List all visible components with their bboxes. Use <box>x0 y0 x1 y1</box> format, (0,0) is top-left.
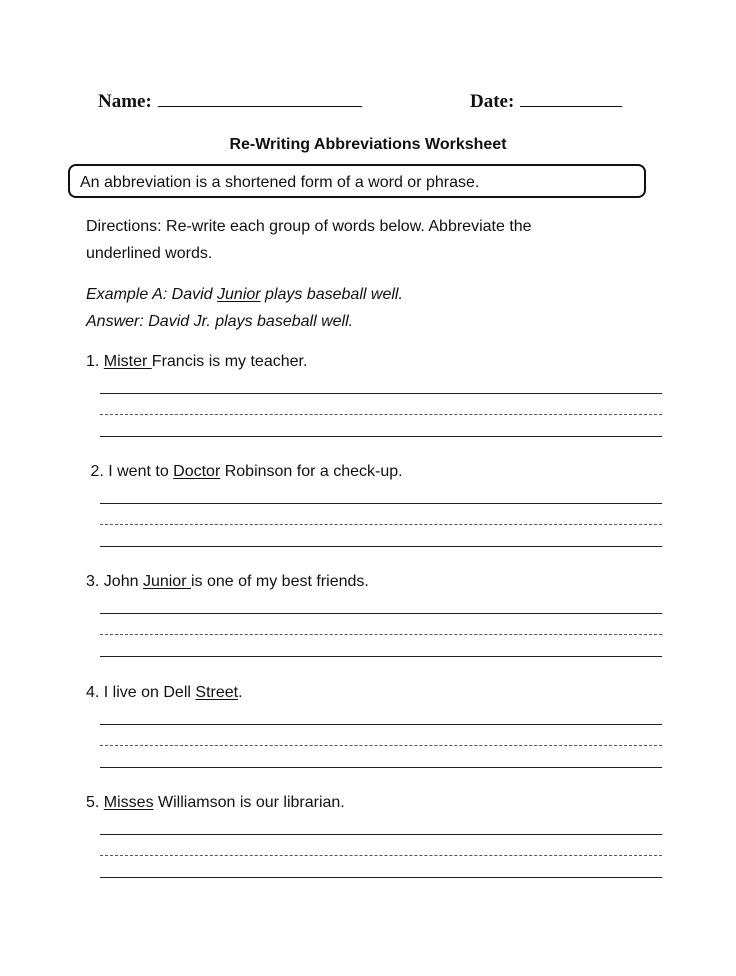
answer-5-middle-line[interactable] <box>100 855 662 856</box>
date-field[interactable] <box>470 88 622 113</box>
question-1 <box>86 348 307 376</box>
name-label: Name: <box>98 91 152 112</box>
example-question-post: plays baseball well. <box>260 286 403 303</box>
answer-2-top-line[interactable] <box>100 503 662 504</box>
question-5-underlined: Misses <box>103 794 154 811</box>
answer-1-top-line[interactable] <box>100 393 662 394</box>
question-3-post: is one of my best friends. <box>190 573 369 590</box>
worksheet-title: Re-Writing Abbreviations Worksheet <box>229 136 507 153</box>
answer-2-bottom-line[interactable] <box>100 546 662 547</box>
answer-3-middle-line[interactable] <box>100 634 662 635</box>
name-field[interactable] <box>98 88 362 113</box>
answer-5-bottom-line[interactable] <box>100 877 662 878</box>
question-4-underlined: Street <box>195 684 239 701</box>
example-underlined-word: Junior <box>217 286 261 303</box>
directions-line-2: underlined words. <box>86 245 213 262</box>
definition-box: An abbreviation is a shortened form of a word or phrase. <box>68 164 646 198</box>
answer-1-middle-line[interactable] <box>100 414 662 415</box>
answer-4-top-line[interactable] <box>100 724 662 725</box>
question-3-underlined: Junior <box>142 573 191 590</box>
question-4 <box>86 679 243 707</box>
question-4-post: . <box>238 684 243 701</box>
answer-3-bottom-line[interactable] <box>100 656 662 657</box>
name-blank[interactable] <box>158 88 362 107</box>
question-3 <box>86 568 369 596</box>
answer-2-middle-line[interactable] <box>100 524 662 525</box>
date-label: Date: <box>470 91 515 112</box>
question-2 <box>86 458 403 486</box>
question-2-post: Robinson for a check-up. <box>220 463 403 480</box>
question-5-post: Williamson is our librarian. <box>153 794 345 811</box>
question-5 <box>86 789 345 817</box>
example-question-pre: Example A: David <box>86 286 218 303</box>
question-1-underlined: Mister <box>103 353 152 370</box>
answer-3-top-line[interactable] <box>100 613 662 614</box>
example-answer: Answer: David Jr. plays baseball well. <box>86 313 354 330</box>
directions-line-1: Directions: Re-write each group of words below. Abbreviate the <box>86 218 532 235</box>
date-blank[interactable] <box>520 88 622 107</box>
answer-4-middle-line[interactable] <box>100 745 662 746</box>
answer-1-bottom-line[interactable] <box>100 436 662 437</box>
answer-5-top-line[interactable] <box>100 834 662 835</box>
question-3-pre: 3. John <box>86 573 143 590</box>
question-1-post: Francis is my teacher. <box>151 353 308 370</box>
question-2-pre: 2. I went to <box>86 463 174 480</box>
example-question <box>86 281 403 309</box>
question-5-pre: 5. <box>86 794 104 811</box>
question-2-underlined: Doctor <box>173 463 221 480</box>
question-1-pre: 1. <box>86 353 104 370</box>
question-4-pre: 4. I live on Dell <box>86 684 196 701</box>
answer-4-bottom-line[interactable] <box>100 767 662 768</box>
